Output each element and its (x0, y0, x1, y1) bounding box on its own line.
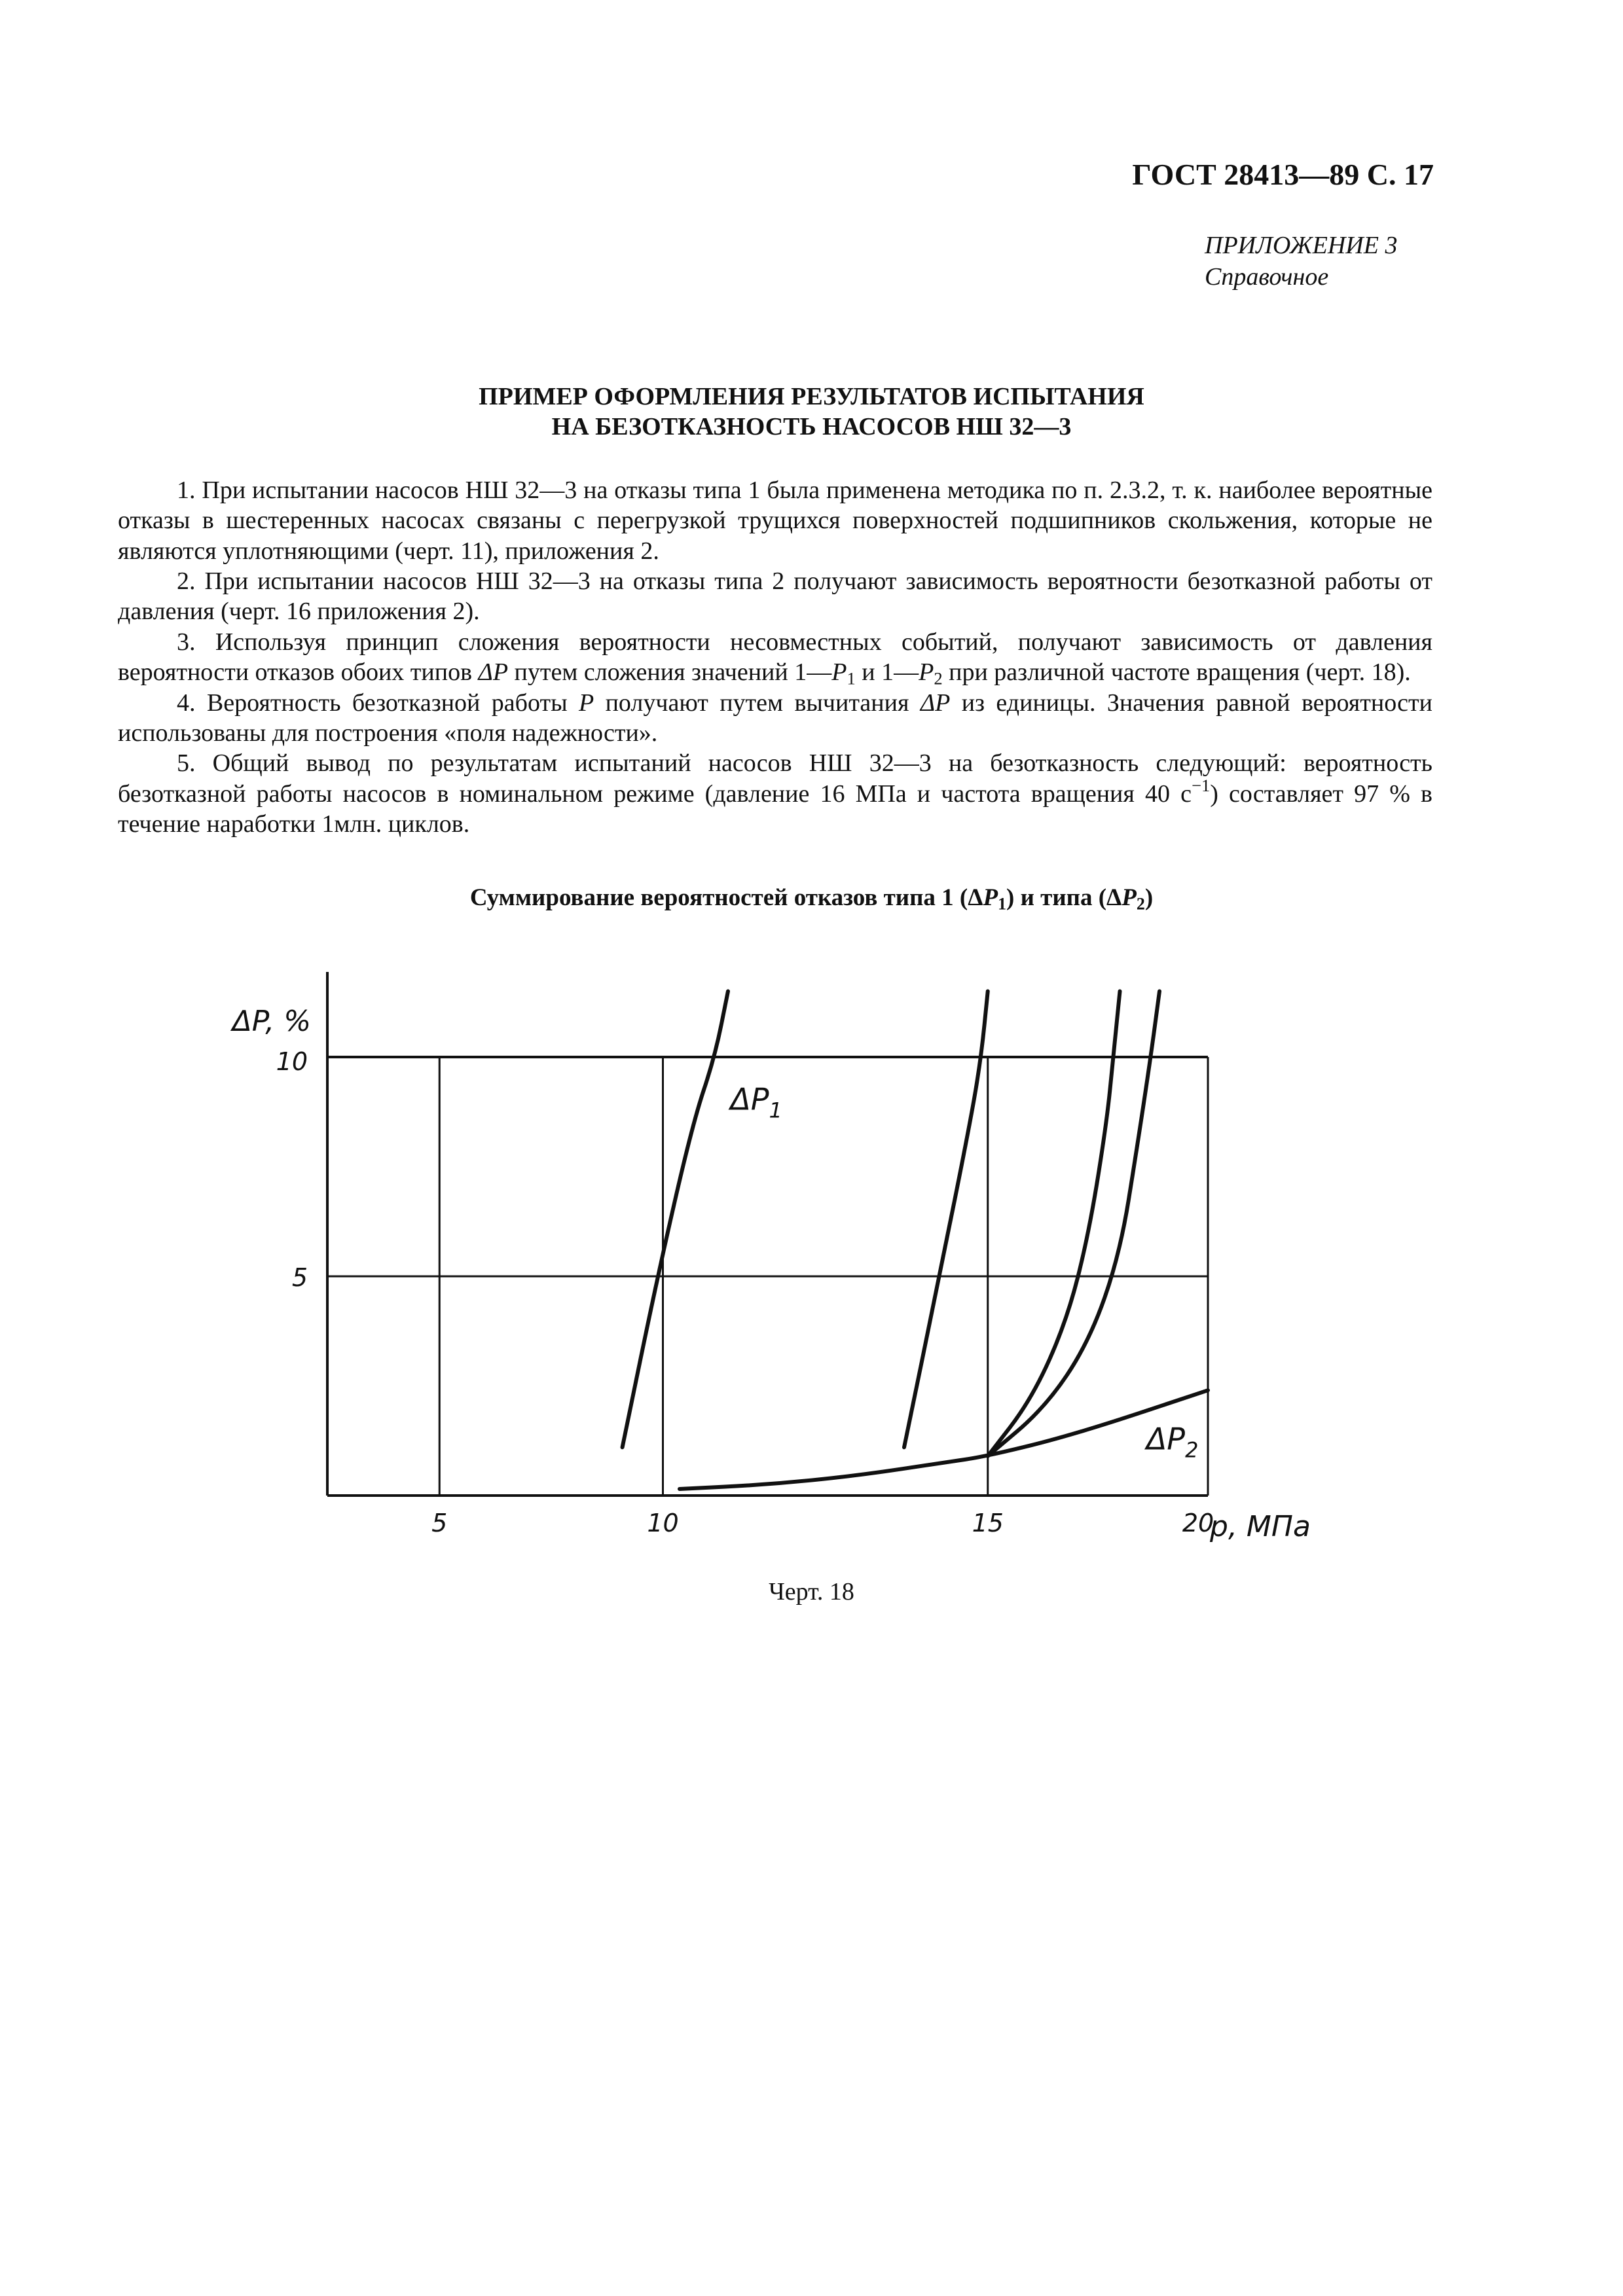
p3-p2-sub: 2 (934, 668, 943, 689)
p3-text-a: 3. Используя принцип сложения вероятности несовместных событий, получают зависимость от давления вероятности отказов обоих типов (118, 628, 1432, 687)
grid-layer (327, 972, 1208, 1496)
chart-title-p1: P (983, 884, 998, 911)
p3-text-d: при различной частоте вращения (черт. 18). (942, 658, 1411, 687)
paragraph-5 (118, 748, 1432, 839)
p4-p: P (578, 689, 594, 717)
label-delta-p1-sub: 1 (769, 1098, 782, 1123)
appendix-type: Справочное (1205, 262, 1329, 291)
p5-text-b: ) составляет 97 % в течение наработки 1млн. циклов. (118, 780, 1432, 838)
chart-18 (0, 936, 1623, 1564)
body-text (118, 475, 1432, 839)
chart-title-a: Суммирование вероятностей отказов типа 1 (Δ (469, 884, 983, 911)
paragraph-3 (118, 627, 1432, 688)
series-2-line (904, 992, 988, 1448)
chart-title-c: ) (1144, 884, 1154, 911)
title-line-1: ПРИМЕР ОФОРМЛЕНИЯ РЕЗУЛЬТАТОВ ИСПЫТАНИЯ (479, 383, 1144, 410)
p4-text-c: из единицы. Значения равной вероятности использованы для построения «поля надежности». (118, 689, 1432, 747)
p4-text-b: получают путем вычитания (594, 689, 921, 717)
chart-title-s1: 1 (998, 894, 1007, 914)
chart-title-s2: 2 (1136, 894, 1145, 914)
label-delta-p2 (1144, 1422, 1199, 1463)
x-tick-15: 15 (972, 1509, 1004, 1537)
label-delta-p2-sub: 2 (1185, 1437, 1199, 1463)
paragraph-4 (118, 688, 1432, 749)
x-tick-5: 5 (431, 1509, 448, 1537)
label-delta-p2-main: ΔP (1146, 1421, 1186, 1457)
p4-delta-p: ΔP (920, 689, 951, 717)
p3-p1: P (831, 658, 847, 687)
page-title (0, 382, 1623, 442)
chart-title-p2: P (1122, 884, 1137, 911)
p3-text-b: путем сложения значений 1— (508, 658, 832, 687)
y-tick-5: 5 (291, 1263, 308, 1292)
chart-title-b: ) и типа (Δ (1006, 884, 1122, 911)
p5-text-a: 5. Общий вывод по результатам испытаний насосов НШ 32—3 на безотказность следующий: вероятность безотказной работы насосов в номинальном режиме (давление 16 МПа и частота вращения 40 с (118, 749, 1432, 808)
series-3-line (988, 992, 1120, 1456)
p3-p1-sub: 1 (847, 668, 856, 689)
series-1-line (623, 992, 728, 1448)
label-delta-p1-main: ΔP (730, 1081, 769, 1117)
appendix-label: ПРИЛОЖЕНИЕ 3 (1205, 232, 1398, 259)
y-tick-10: 10 (276, 1047, 308, 1076)
p3-text-c: и 1— (855, 658, 919, 687)
p3-p2: P (919, 658, 934, 687)
p5-sup: −1 (1191, 775, 1211, 795)
x-tick-20: 20 (1182, 1509, 1214, 1537)
x-tick-10: 10 (647, 1509, 679, 1537)
paragraph-2: 2. При испытании насосов НШ 32—3 на отказы типа 2 получают зависимость вероятности безотказной работы от давления (черт. 16 приложения 2). (118, 567, 1432, 626)
p3-delta-p: ΔP (478, 658, 509, 687)
chart-title (0, 884, 1623, 912)
title-line-2: НА БЕЗОТКАЗНОСТЬ НАСОСОВ НШ 32—3 (551, 412, 1072, 440)
curve-layer (623, 992, 1208, 1489)
figure-caption: Черт. 18 (769, 1578, 854, 1605)
document-reference: ГОСТ 28413—89 С. 17 (1132, 158, 1434, 191)
appendix-block (1205, 230, 1397, 293)
y-axis-label: ΔP, % (232, 1005, 311, 1038)
label-layer (230, 1005, 1311, 1543)
label-delta-p1 (728, 1081, 782, 1122)
paragraph-1: 1. При испытании насосов НШ 32—3 на отказы типа 1 была применена методика по п. 2.3.2, т. к. наиболее вероятные отказы в шестеренных насосах связаны с перегрузкой трущихся поверхностей подшипников скольжения, которые не являются уплотняющими (черт. 11), приложения 2. (118, 476, 1432, 565)
p4-text-a: 4. Вероятность безотказной работы (177, 689, 579, 717)
series-5-line (680, 1390, 1208, 1489)
x-axis-label: p, МПа (1210, 1510, 1311, 1543)
series-4-line (988, 992, 1159, 1456)
